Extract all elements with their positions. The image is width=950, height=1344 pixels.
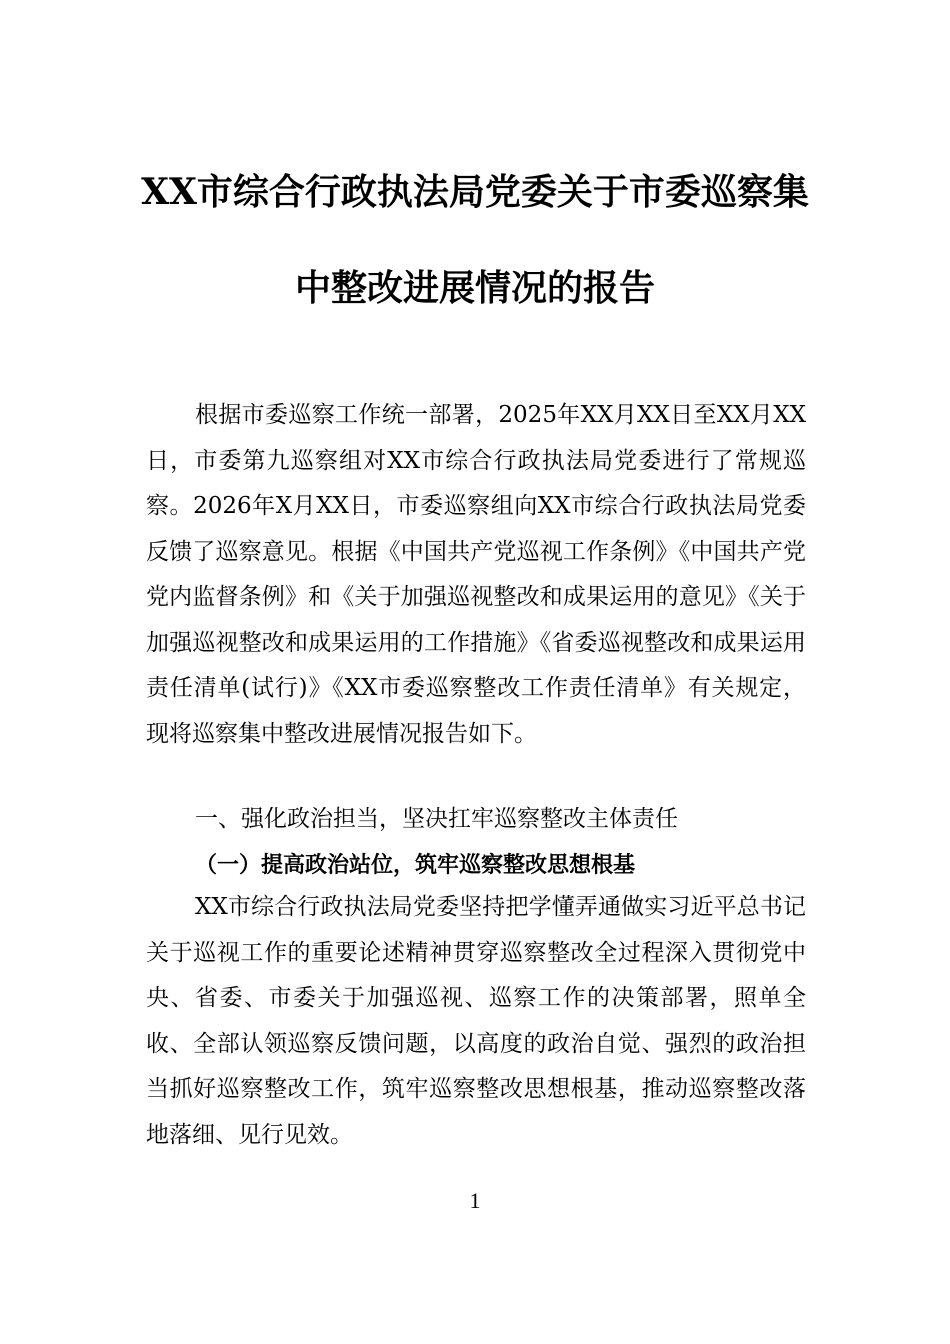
body-paragraph-2: XX市综合行政执法局党委坚持把学懂弄通做实习近平总书记关于巡视工作的重要论述精神贯穿巡察整改全过程深入贯彻党中央、省委、市委关于加强巡视、巡察工作的决策部署，照单全收、全部认领巡察反馈问题，以高度的政治自觉、强烈的政治担当抓好巡察整改工作，筑牢巡察整改思想根基，推动巡察整改落地落细、见行见效。 — [146, 894, 806, 1148]
intro-paragraph: 根据市委巡察工作统一部署，2025年XX月XX日至XX月XX日，市委第九巡察组对XX市综合行政执法局党委进行了常规巡察。2026年X月XX日，市委巡察组向XX市综合行政执法局党委反馈了巡察意见。根据《中国共产党巡视工作条例》《中国共产党党内监督条例》和《关于加强巡视整改和成果运用的意见》《关于加强巡视整改和成果运用的工作措施》《省委巡视整改和成果运用责任清单(试行)》《XX市委巡察整改工作责任清单》有关规定，现将巡察集中整改进展情况报告如下。 — [146, 402, 806, 747]
section-heading-1: 一、强化政治担当，坚决扛牢巡察整改主体责任 — [195, 806, 678, 832]
document-title-line-1: XX市综合行政执法局党委关于市委巡察集 — [141, 171, 809, 213]
document-title-line-2: 中整改进展情况的报告 — [294, 267, 655, 309]
page-number: 1 — [469, 1188, 481, 1213]
subsection-heading-1: （一）提高政治站位，筑牢巡察整改思想根基 — [195, 852, 636, 878]
